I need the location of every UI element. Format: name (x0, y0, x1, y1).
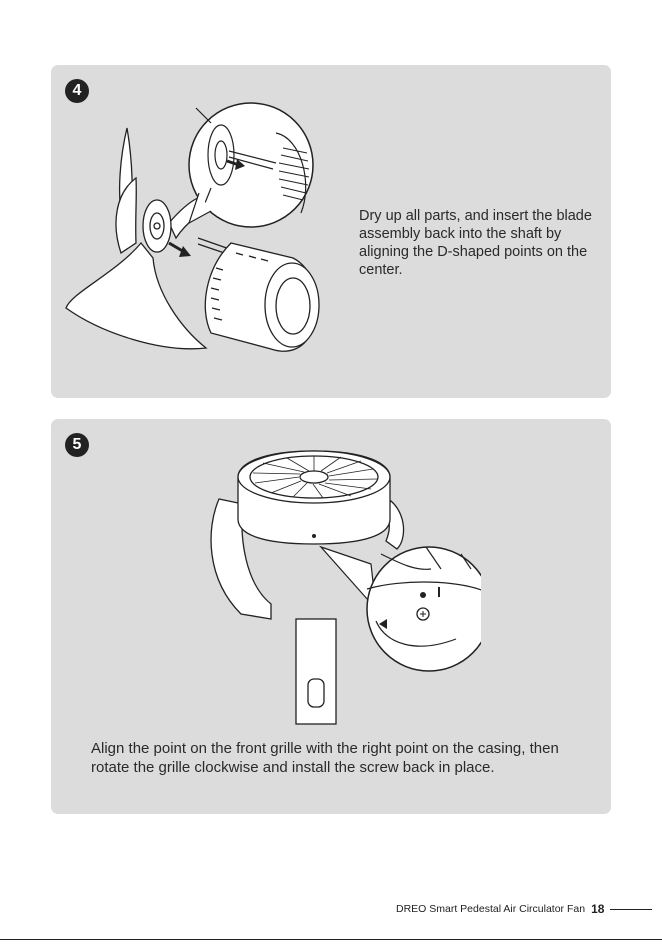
grille-alignment-illustration (201, 429, 481, 729)
footer-title: DREO Smart Pedestal Air Circulator Fan (396, 903, 586, 915)
step-4-badge: 4 (65, 79, 89, 103)
page-footer (396, 902, 652, 916)
step-4-panel (51, 65, 611, 398)
footer-rule (610, 909, 652, 910)
blade-assembly-illustration (61, 93, 341, 388)
step-5-instruction: Align the point on the front grille with the right point on the casing, then rotate the grille clockwise and install the screw back in place. (91, 740, 559, 776)
step-5-badge: 5 (65, 433, 89, 457)
step-5-panel (51, 419, 611, 814)
bottom-divider (0, 939, 662, 940)
step-4-instruction: Dry up all parts, and insert the blade assembly back into the shaft by aligning the D-shaped points on the center. (359, 208, 592, 278)
page-number: 18 (591, 902, 605, 916)
